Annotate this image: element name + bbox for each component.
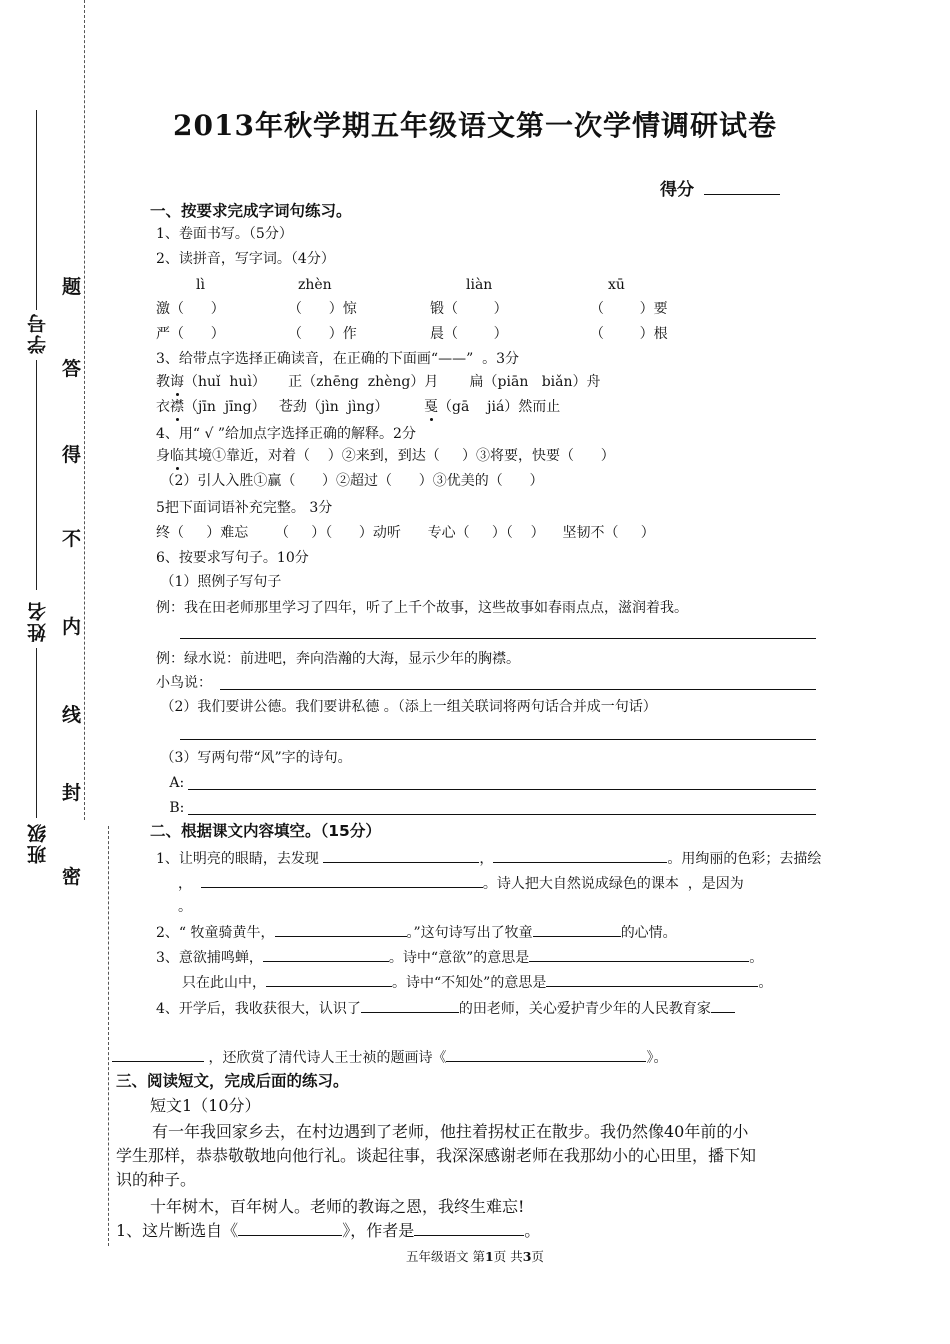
fill-question-4: 4、开学后，我收获很大，认识了 的田老师，关心爱护青少年的人民教育家: [156, 998, 735, 1018]
seal-char: 封: [62, 782, 82, 804]
question-1-6: 6、按要求写句子。10分: [156, 550, 309, 566]
word-blank[interactable]: （ ）要: [590, 301, 668, 317]
passage-line: 有一年我回家乡去，在村边遇到了老师，他拄着拐杖正在散步。我仍然像40年前的小: [152, 1122, 749, 1141]
id-label: 学号: [27, 312, 49, 354]
subquestion-6-1: （1）照例子写句子: [156, 574, 282, 590]
subquestion-6-2: （2）我们要讲公德。我们要讲私德 。（添上一组关联词将两句话合并成一句话）: [156, 699, 657, 715]
score-label: 得分: [660, 180, 694, 200]
passage-line: 学生那样，恭恭敬敬地向他行礼。谈起往事，我深深感谢老师在我那幼小的心田里，播下知: [116, 1146, 757, 1165]
fill-question-3-b: 只在此山中， 。诗中“不知处”的意思是 。: [182, 972, 772, 992]
score-blank[interactable]: [704, 180, 780, 195]
binding-dashed-line-lower: [108, 826, 109, 1246]
page-footer: 五年级语文 第1页 共3页: [406, 1249, 544, 1264]
subquestion-6-3: （3）写两句带“风”字的诗句。: [156, 750, 352, 766]
word-blank[interactable]: （ ）作: [288, 326, 357, 342]
page-number: 1: [485, 1249, 494, 1264]
word-blank[interactable]: 激（ ）: [156, 301, 225, 317]
meaning-row-1: 身临其境①靠近，对着（ ）②来到，到达（ ）③将要，快要（ ）: [156, 448, 615, 464]
section2-heading: 二、根据课文内容填空。（15分）: [150, 822, 381, 840]
word-blank[interactable]: 晨（ ）: [430, 326, 508, 342]
section3-heading: 三、阅读短文，完成后面的练习。: [116, 1072, 349, 1090]
name-label: 姓名: [27, 600, 49, 642]
bird-says-label: 小鸟说：: [156, 675, 212, 691]
section1-heading: 一、按要求完成字词句练习。: [150, 202, 352, 220]
pinyin: lì: [196, 277, 205, 293]
question-1-3: 3、给带点字选择正确读音，在正确的下面画“——” 。3分: [156, 351, 520, 367]
seal-char: 不: [62, 528, 82, 550]
answer-line[interactable]: [180, 638, 816, 639]
pronunciation-row-b: 衣襟（jīn jīng） 苍劲（jìn jìng） 戛（gā jiá）然而止: [156, 399, 561, 415]
passage-line: 十年树木，百年树人。老师的教诲之恩，我终生难忘!: [150, 1197, 525, 1216]
seal-char: 内: [62, 616, 82, 638]
poem-a-label: A:: [156, 775, 185, 791]
poem-b-label: B:: [156, 800, 185, 816]
word-blank[interactable]: （ ）根: [590, 326, 668, 342]
fill-question-1-end: 。: [178, 899, 192, 915]
word-blank[interactable]: 锻（ ）: [430, 301, 508, 317]
passage-title: 短文1（10分）: [150, 1096, 261, 1115]
name-blank-line: [36, 360, 37, 590]
answer-line[interactable]: [180, 739, 816, 740]
answer-line[interactable]: [188, 789, 816, 790]
word-blank[interactable]: （ ）惊: [288, 301, 357, 317]
question-1-5: 5把下面词语补充完整。 3分: [156, 500, 333, 516]
example-sentence-1: 例：我在田老师那里学习了四年，听了上千个故事，这些故事如春雨点点，滋润着我。: [156, 600, 688, 616]
question-1-4: 4、用“ √ ”给加点字选择正确的解释。2分: [156, 426, 416, 442]
seal-char: 线: [62, 704, 82, 726]
seal-char: 密: [62, 866, 82, 888]
pronunciation-row-a: 教诲（huǐ huì） 正（zhēng zhèng）月 扁（piān biǎn）舟: [156, 374, 601, 390]
fill-question-1-cont: ， 。诗人把大自然说成绿色的课本 ，是因为: [178, 873, 744, 893]
fill-question-1: 1、让明亮的眼睛，去发现 ， 。用绚丽的色彩；去描绘: [156, 848, 821, 868]
page-total: 3: [522, 1249, 532, 1264]
seal-char: 得: [62, 444, 82, 466]
fill-question-2: 2、“ 牧童骑黄牛， 。”这句诗写出了牧童 的心情。: [156, 922, 677, 942]
fill-question-4-cont: ，还欣赏了清代诗人王士祯的题画诗《 》。: [112, 1047, 667, 1067]
pinyin: zhèn: [298, 277, 332, 293]
answer-line[interactable]: [220, 689, 816, 690]
pinyin: liàn: [466, 277, 493, 293]
idiom-blanks[interactable]: 终（ ）难忘 （ ）（ ）动听 专心（ ）（ ） 坚韧不（ ）: [156, 525, 655, 541]
answer-line[interactable]: [188, 814, 816, 815]
seal-char: 题: [62, 276, 82, 298]
passage-line: 识的种子。: [116, 1170, 197, 1189]
score-field: [660, 175, 780, 200]
question-1-2: 2、读拼音，写字词。（4分）: [156, 251, 335, 267]
page-title: 2013年秋学期五年级语文第一次学情调研试卷: [173, 109, 777, 142]
class-label: 班级: [27, 822, 49, 864]
meaning-row-2: （2）引人入胜①赢（ ）②超过（ ）③优美的（ ）: [156, 473, 544, 489]
example-sentence-2: 例：绿水说：前进吧，奔向浩瀚的大海，显示少年的胸襟。: [156, 651, 520, 667]
class-blank-line: [36, 648, 37, 818]
fill-question-3: 3、意欲捕鸣蝉， 。诗中“意欲”的意思是 。: [156, 947, 763, 967]
word-blank[interactable]: 严（ ）: [156, 326, 225, 342]
reading-question-1: 1、这片断选自《 》，作者是 。: [116, 1221, 541, 1240]
pinyin: xū: [608, 277, 625, 293]
seal-char: 答: [62, 358, 82, 380]
question-1-1: 1、卷面书写。（5分）: [156, 226, 293, 242]
binding-margin: [0, 0, 110, 1344]
